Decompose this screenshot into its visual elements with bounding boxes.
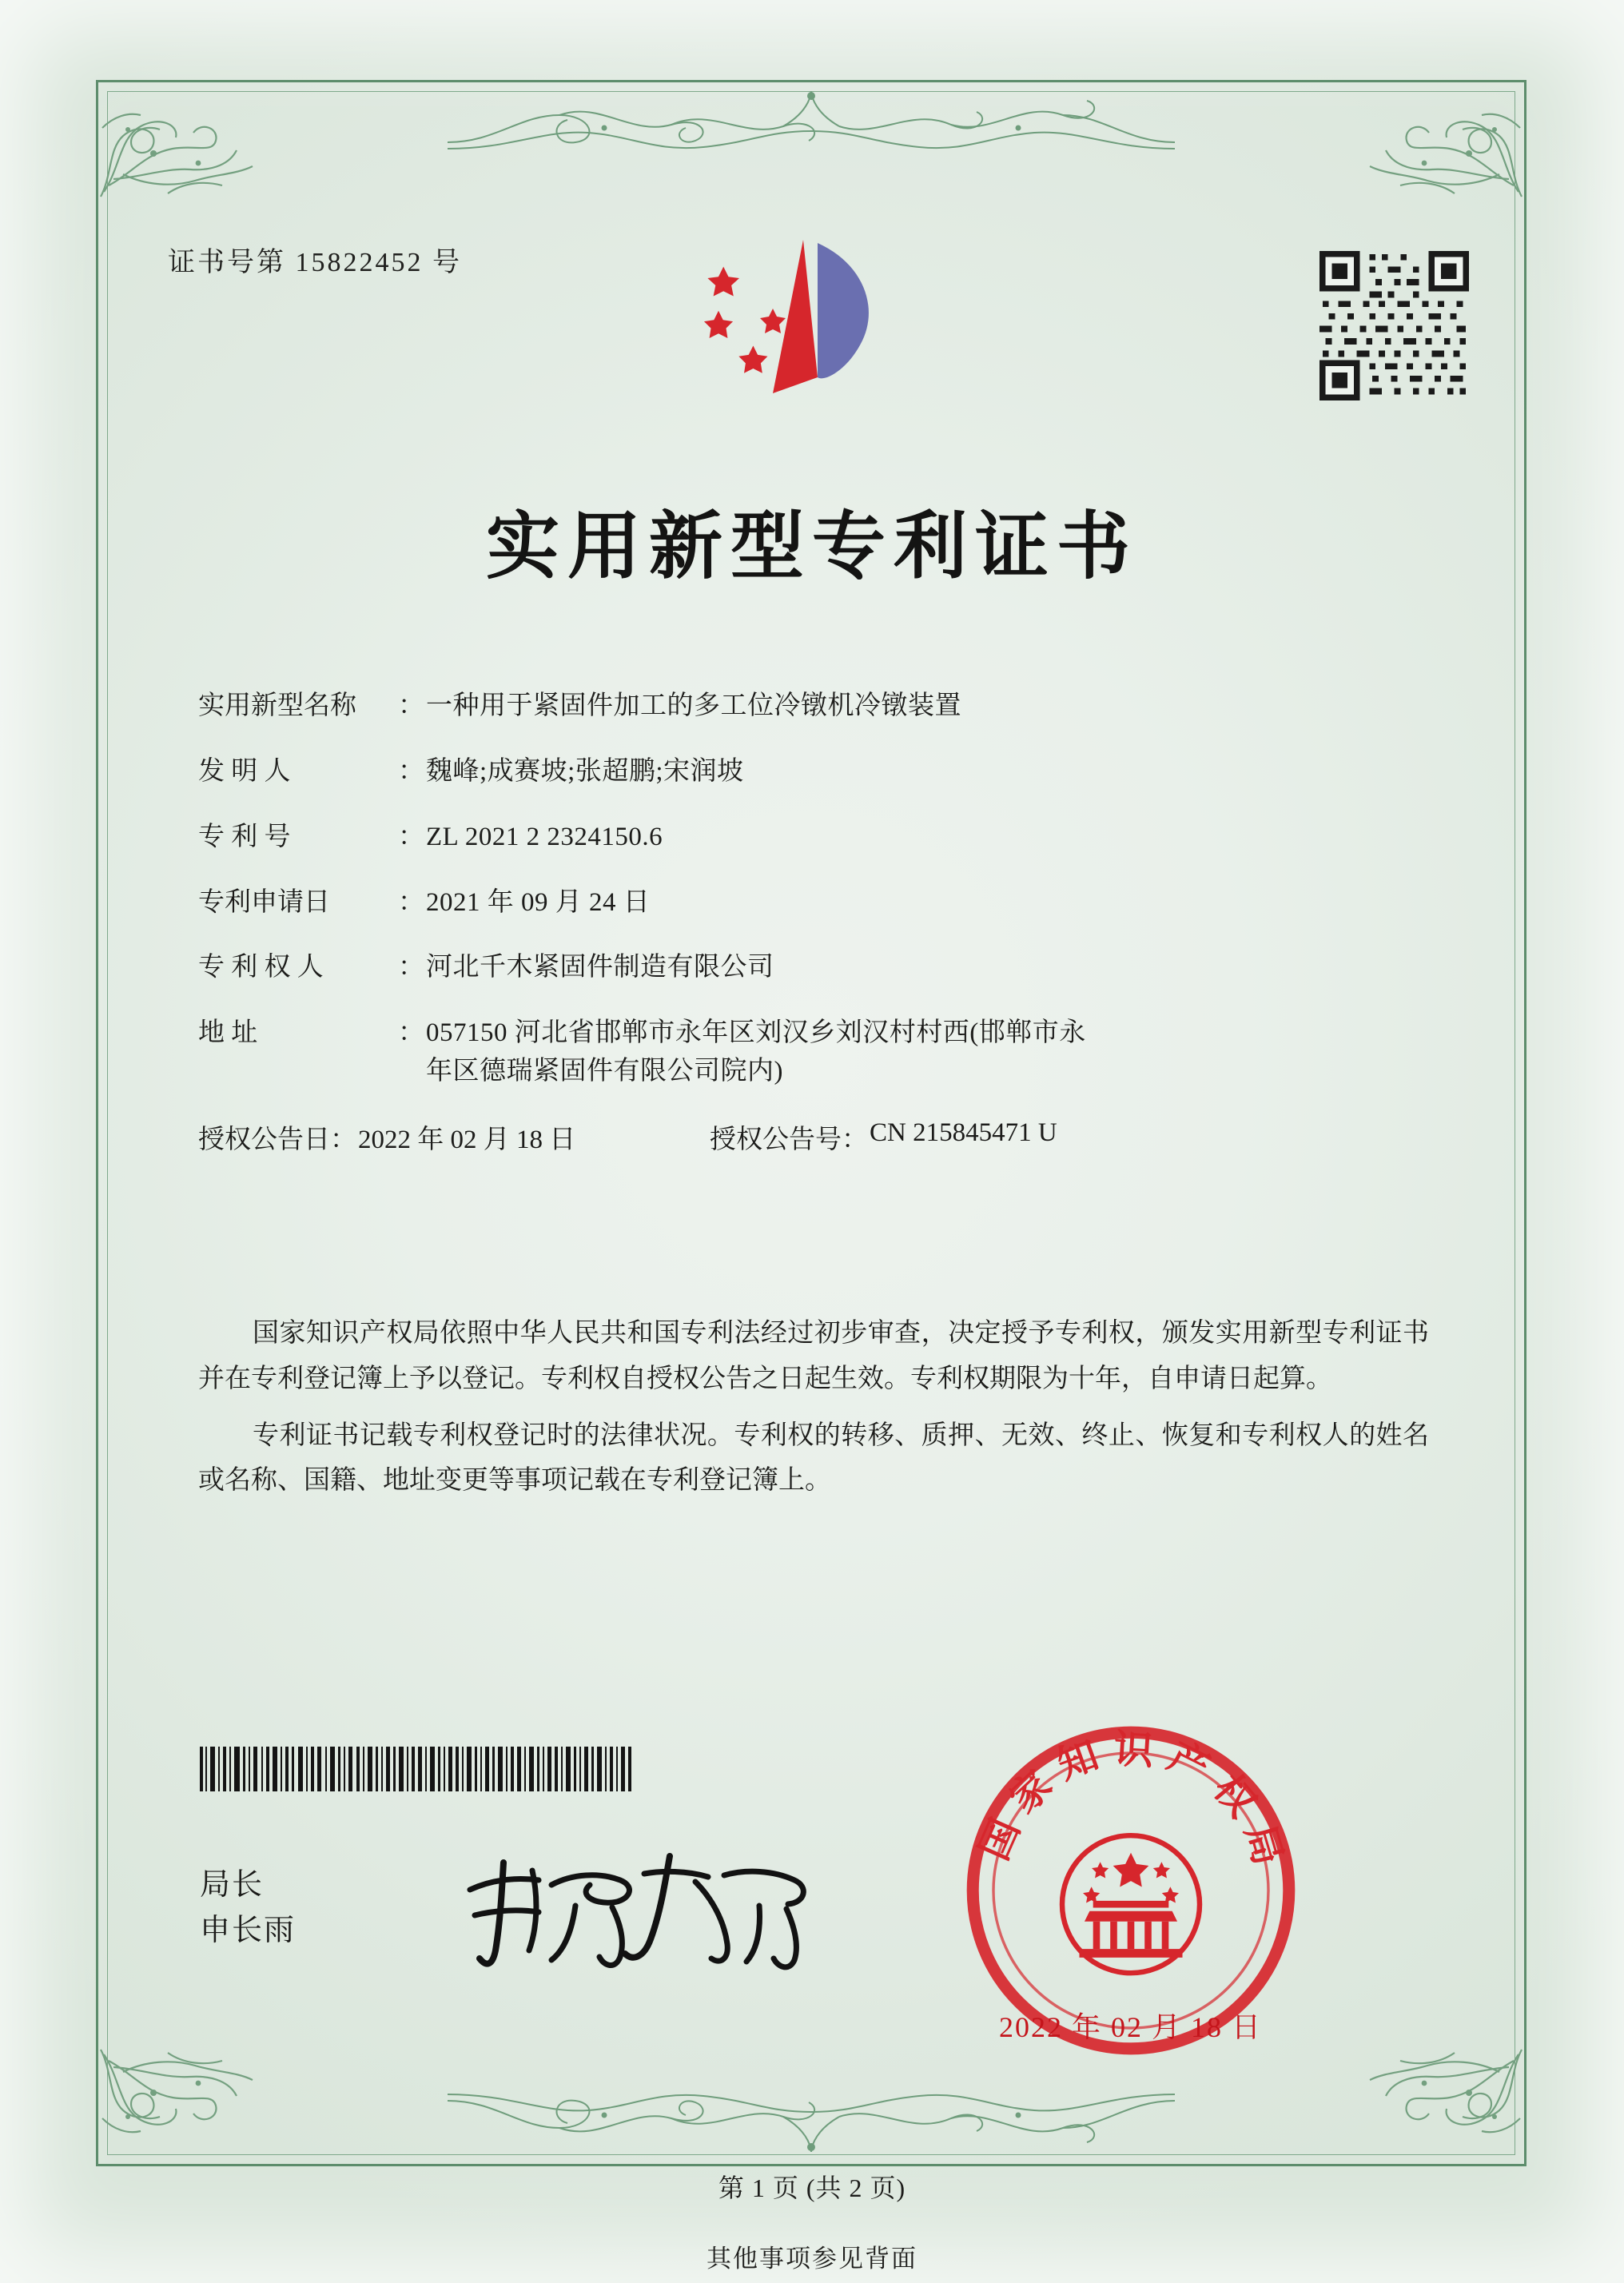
top-scroll-ornament-icon: [448, 83, 1175, 160]
certificate-number: 证书号第 15822452 号: [168, 248, 462, 277]
field-label: 专 利 号: [198, 822, 291, 851]
field-colon: ：: [398, 822, 424, 851]
field-grant-date: [198, 1118, 678, 1156]
certificate-fields: [198, 687, 1445, 1183]
field-utility-model-name: [198, 687, 1445, 726]
field-colon: ：: [398, 691, 424, 720]
signature-labels: [200, 1863, 296, 1954]
field-value: 2022 年 02 月 18 日: [358, 1125, 576, 1154]
handwritten-signature-icon: [456, 1839, 823, 1982]
seal-date: 2022 年 02 月 18 日: [999, 2011, 1263, 2043]
barcode-icon: [200, 1747, 631, 1791]
field-value: 2021 年 09 月 24 日: [426, 887, 651, 917]
field-label: 发 明 人: [198, 756, 291, 786]
field-colon: ：: [398, 953, 424, 982]
field-patentee: [198, 949, 1445, 987]
director-title-label: 局长: [200, 1868, 265, 1902]
corner-ornament-icon: [1359, 2046, 1526, 2166]
page-indicator: 第 1 页 (共 2 页): [718, 2173, 906, 2202]
field-application-date: [198, 884, 1445, 922]
field-label: 地 址: [198, 1018, 258, 1048]
field-value: 河北千木紧固件制造有限公司: [426, 953, 774, 982]
field-label: 专 利 权 人: [198, 953, 324, 982]
qr-code-icon: [1316, 248, 1472, 404]
field-value-line1: 057150 河北省邯郸市永年区刘汉乡刘汉村村西(邯郸市永: [426, 1018, 1086, 1048]
field-grant-number: [678, 1118, 1445, 1156]
field-colon: ：: [398, 1018, 424, 1048]
field-colon: ：: [398, 887, 424, 917]
field-value-line2: 年区德瑞紧固件有限公司院内): [426, 1057, 783, 1086]
director-name-label: 申长雨: [200, 1914, 297, 1947]
field-grant-announcement-row: [198, 1118, 1445, 1156]
legal-paragraph-2: 专利证书记载专利权登记时的法律状况。专利权的转移、质押、无效、终止、恢复和专利权人的姓名或名称、国籍、地址变更等事项记载在专利登记簿上。: [198, 1420, 1429, 1496]
field-label: 授权公告号: [710, 1125, 842, 1154]
field-value: ZL 2021 2 2324150.6: [426, 822, 663, 851]
field-patent-number: [198, 819, 1445, 857]
corner-ornament-icon: [96, 80, 264, 200]
field-colon: ：: [842, 1125, 868, 1154]
footer-note: 其他事项参见背面: [707, 2245, 917, 2273]
legal-text-block: [198, 1311, 1429, 1515]
field-inventors: [198, 753, 1445, 791]
field-label: 专利申请日: [198, 887, 330, 917]
field-value: 魏峰;成赛坡;张超鹏;宋润坡: [426, 756, 744, 786]
field-value: CN 215845471 U: [870, 1118, 1057, 1147]
corner-ornament-icon: [1359, 80, 1526, 200]
bottom-scroll-ornament-icon: [448, 2083, 1175, 2160]
svg-text:国家知识产权局: 国家知识产权局: [970, 1725, 1296, 1883]
cnipa-logo-icon: [683, 232, 931, 424]
field-label: 实用新型名称: [198, 691, 356, 720]
field-value: [426, 1014, 1445, 1091]
page-title: 实用新型专利证书: [485, 503, 1138, 589]
corner-ornament-icon: [96, 2046, 264, 2166]
field-address: [198, 1014, 1445, 1091]
legal-paragraph-1: 国家知识产权局依照中华人民共和国专利法经过初步审查，决定授予专利权，颁发实用新型专利证书并在专利登记簿上予以登记。专利权自授权公告之日起生效。专利权期限为十年，自申请日起算。: [198, 1319, 1429, 1393]
field-value: 一种用于紧固件加工的多工位冷镦机冷镦装置: [426, 691, 961, 720]
field-colon: ：: [398, 756, 424, 786]
field-colon: ：: [330, 1125, 356, 1154]
field-label: 授权公告日: [198, 1125, 330, 1154]
